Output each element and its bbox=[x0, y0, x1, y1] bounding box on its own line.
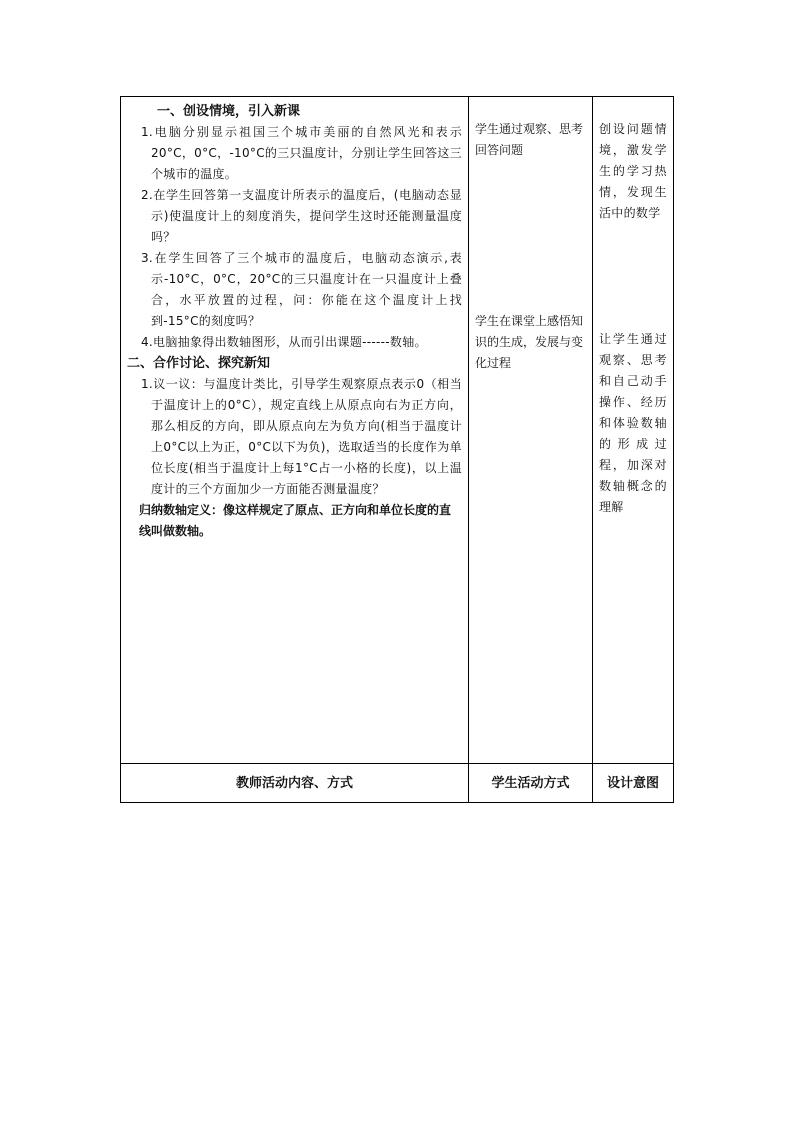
design-intent-cell bbox=[593, 97, 674, 764]
design-col-label: 设计意图 bbox=[593, 764, 674, 803]
teacher-activity-cell bbox=[121, 97, 469, 764]
definition-text: 像这样规定了原点、正方向和单位长度的直线叫做数轴。 bbox=[139, 503, 452, 538]
section2-student-activity: 学生在课堂上感悟知识的生成，发展与变化过程 bbox=[475, 314, 584, 370]
teacher-col-label: 教师活动内容、方式 bbox=[121, 764, 469, 803]
section2-heading: 二、合作讨论、探究新知 bbox=[127, 356, 271, 371]
section1-item-3: 3.在学生回答了三个城市的温度后，电脑动态演示,表示-10°C，0°C，20°C的三只温度计在一只温度计上叠合，水平放置的过程，问：你能在这个温度计上找到-15°C的刻度吗？ bbox=[141, 251, 462, 328]
definition-label: 归纳数轴定义： bbox=[139, 503, 224, 517]
column-header-row bbox=[121, 764, 674, 803]
section1-student-activity: 学生通过观察、思考回答问题 bbox=[475, 122, 584, 157]
student-col-label: 学生活动方式 bbox=[469, 764, 593, 803]
student-activity-cell bbox=[469, 97, 593, 764]
section1-item-4: 4.电脑抽象得出数轴图形，从而引出课题------数轴。 bbox=[141, 335, 427, 349]
section1-design-intent: 创设问题情境，激发学生的学习热情，发现生活中的数学 bbox=[599, 122, 667, 220]
section1-item-1: 1.电脑分别显示祖国三个城市美丽的自然风光和表示20°C，0°C，-10°C的三只温度计，分别让学生回答这三个城市的温度。 bbox=[141, 125, 462, 181]
section1-item-2: 2.在学生回答第一支温度计所表示的温度后，(电脑动态显示)使温度计上的刻度消失，提问学生这时还能测量温度吗？ bbox=[141, 188, 462, 244]
section1-heading: 一、创设情境，引入新课 bbox=[157, 104, 301, 119]
section2-item-1: 1.议一议：与温度计类比，引导学生观察原点表示0（相当于温度计上的0°C），规定直线上从原点向右为正方向，那么相反的方向，即从原点向左为负方向(相当于温度计上0°C以上为正，0°C以下为负)，选取适当的长度作为单位长度(相当于温度计上每1°C占一小格的长度)，以上温度计的三个方面加少一方面能否测量温度？ bbox=[141, 377, 462, 496]
number-line-definition bbox=[127, 500, 462, 542]
content-row bbox=[121, 97, 674, 764]
lesson-plan-table bbox=[120, 96, 674, 803]
section2-design-intent: 让学生通过观察、思考和自己动手操作、经历和体验数轴的形成过程，加深对数轴概念的理解 bbox=[599, 332, 667, 514]
